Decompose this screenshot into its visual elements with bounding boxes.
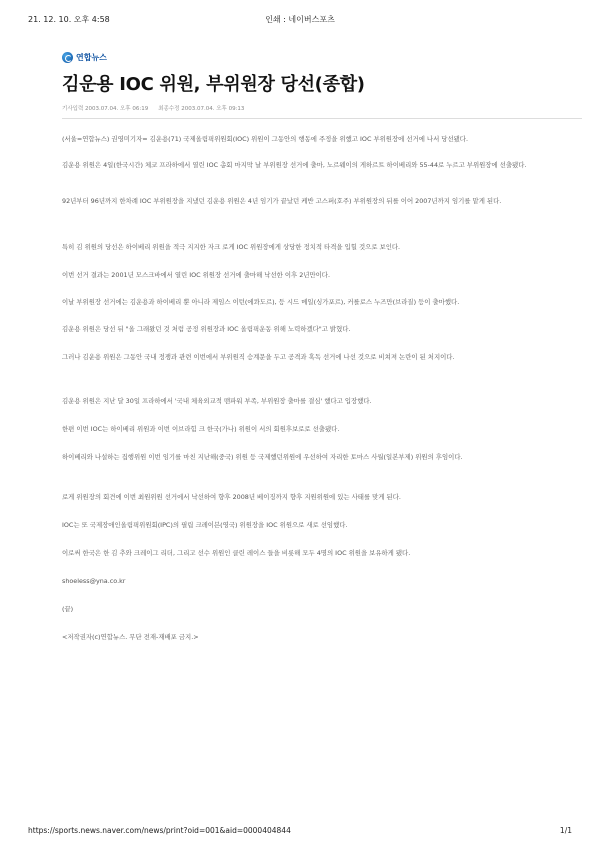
article-paragraph: 로게 위원장의 회견에 이번 최원위원 선거에서 낙선하여 향후 2008년 베이징까지 향후 지원위원에 있는 사태를 맞게 된다. <box>62 493 401 501</box>
article-paragraph: 김운용 위원은 지난 달 30일 프라하에서 '국내 체육외교적 맨파워 부족, 부위원장 출마를 결심' 했다고 입장했다. <box>62 397 372 405</box>
article-paragraph: 김운용 위원은 당선 뒤 "올 그래왔던 것 처럼 공정 위원장과 IOC 올림픽운동 위해 노력하겠다"고 밝혔다. <box>62 325 351 333</box>
copyright-notice: <저작권자(c)연합뉴스. 무단 전재-재배포 금지.> <box>62 633 199 641</box>
publisher-logo-text: 연합뉴스 <box>76 52 107 62</box>
article-end-mark: (끝) <box>62 605 74 613</box>
print-header <box>28 14 572 28</box>
article-paragraph: 김운용 위원은 4일(한국시간) 체코 프라하에서 열린 IOC 총회 마지막 날 부위원장 선거에 출마, 노르웨이의 게하르트 하이베리와 55-44로 누르고 부위원장에 선출됐다. <box>62 161 527 169</box>
article-paragraph: 하이베리와 나설하는 집행위원 이번 임기를 마친 지난해(중국) 위원 등 국제했던위원에 우선하여 자리한 토마스 사월(일본부제) 위원의 후임이다. <box>62 453 463 461</box>
publisher-logo <box>62 50 582 64</box>
article-paragraph: 이번 선거 결과는 2001년 모스크바에서 열린 IOC 위원장 선거에 출마해 낙선한 이후 2년만이다. <box>62 271 331 279</box>
page-url: https://sports.news.naver.com/news/print?oid=001&aid=0000404844 <box>28 826 291 835</box>
article-paragraph: (서울=연합뉴스) 권영미기자= 김운용(71) 국제올림픽위원회(IOC) 위원이 그동안의 행동에 주정을 위했고 IOC 부위원장에 선거에 나서 당선됐다. <box>62 135 469 143</box>
article-paragraph: 92년부터 96년까지 한차례 IOC 부위원장을 지냈던 김운용 위원은 4년 임기가 끝났던 케반 고스퍼(호주) 부위원장의 뒤를 이어 2007년까지 임기를 맡게 된다. <box>62 197 502 205</box>
article-paragraph: 특히 김 위원의 당선은 하이베리 위원을 적극 지지한 자크 로게 IOC 위원장에게 상당한 정치적 타격을 입힐 것으로 보인다. <box>62 243 401 251</box>
yonhap-logo-icon <box>62 52 73 63</box>
article-meta <box>62 104 582 112</box>
article-headline: 김운용 IOC 위원, 부위원장 당선(종합) <box>62 74 365 95</box>
header-divider <box>62 118 582 119</box>
print-datetime: 21. 12. 10. 오후 4:58 <box>28 15 110 24</box>
article-paragraph: 이로써 한국은 한 김 추와 크레이그 리더, 그리고 선수 위원인 클린 레이스 들을 비롯해 모두 4명의 IOC 위원을 보유하게 됐다. <box>62 549 411 557</box>
article-paragraph: 그러나 김운용 위원은 그동안 국내 정쟁과 관련 이번에서 부위원직 승계문을 두고 공격과 혹독 선거에 나선 것으로 비쳐져 논란이 된 처지이다. <box>62 353 455 361</box>
article-header <box>62 50 582 119</box>
print-page-title: 인쇄 : 네이버스포츠 <box>265 15 335 24</box>
page-number: 1/1 <box>559 826 572 835</box>
reporter-email: shoeless@yna.co.kr <box>62 577 126 585</box>
article-paragraph: IOC는 또 국제장애인올림픽위원회(IPC)의 필립 크레이븐(영국) 위원장을 IOC 위원으로 새로 선임했다. <box>62 521 348 529</box>
print-footer <box>28 826 572 838</box>
article-paragraph: 이날 부위원장 선거에는 김운용과 하이베리 뿐 아니라 제임스 이턴(에콰도르), 등 시드 메일(싱가포르), 커를로스 누즈만(브라질) 등이 출마했다. <box>62 298 460 306</box>
modified-time: 최종수정 2003.07.04. 오후 09:13 <box>158 106 245 112</box>
article-paragraph: 한편 이번 IOC는 하이베리 위원과 이번 이브라힘 크 한국(가나) 위원이 서의 회원후보로로 선출됐다. <box>62 425 340 433</box>
published-time: 기사입력 2003.07.04. 오후 06:19 <box>62 106 149 112</box>
